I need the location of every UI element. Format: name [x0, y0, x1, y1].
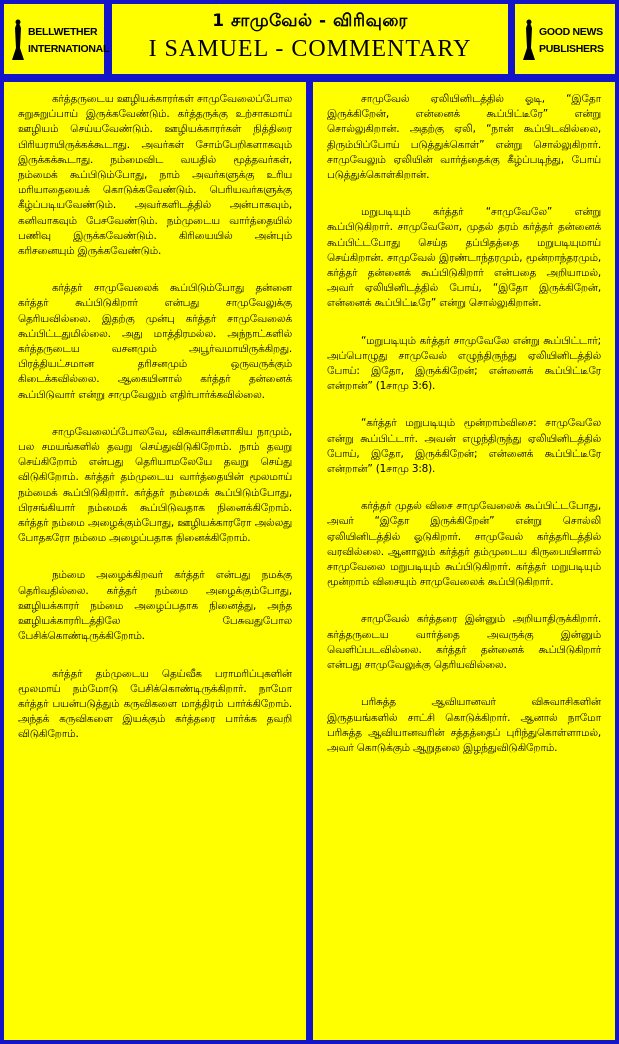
paragraph: “கர்த்தர் மறுபடியும் மூன்றாம்விசை: சாமுவேலே என்று கூப்பிட்டார். அவன் எழுந்திருந்து ஏலியினிடத்தில் போய், இதோ, இருக்கிறேன்; என்னைக் கூப்பிட்டீரே என்றான்” (1சாமு 3:8).: [327, 417, 601, 476]
paragraph: சாமுவேலைப்போலவே, விசுவாசிகளாகிய நாமும், பல சமயங்களில் தவறு செய்துவிடுகிறோம். நாம் தவறு செய்கிறோம் என்பது தெரியாமலேயே தவறு செய்து விடுகிறோம். கர்த்தர் தம்முடைய வார்த்தையின் மூலமாய் நம்மைக் கூப்பிடுகிறார். கர்த்தர் நம்மைக் கூப்பிடும்போது, பிரசங்கியார் நம்மைக் கூப்பிடுவதாக நினைக்கிறோம். கர்த்தர் நம்மை அழைக்கும்போது, ஊழியக்காரரோ அல்லது போதகரோ நம்மை அழைப்பதாக நினைக்கிறோம்.: [18, 425, 292, 545]
paragraph: சாமுவேல் ஏலியினிடத்தில் ஓடி, “இதோ இருக்கிறேன், என்னைக் கூப்பிட்டீரே” என்று சொல்லுகிறான். அதற்கு ஏலி, “நான் கூப்பிடவில்லை, திரும்பிப்போய் படுத்துக்கொள்” என்று சொல்லுகிறார். சாமுவேலும் ஏலியின் வார்த்தைக்கு கீழ்ப்படிந்து, போய் படுத்துக்கொள்கிறான்.: [327, 93, 601, 182]
paragraph: கர்த்தர் சாமுவேலைக் கூப்பிடும்போது தன்னை கர்த்தர் கூப்பிடுகிறார் என்பது சாமுவேலுக்கு தெரியவில்லை. இதற்கு முன்பு கர்த்தர் சாமுவேலைக் கூப்பிட்டதுமில்லை. அது மாத்திரமல்ல. அந்நாட்களில் கர்த்தருடைய வசனமும் அபூர்வமாயிருக்கிறது. பிரத்தியட்சமான தரிசனமும் ஒருவருக்கும் கிடைக்கவில்லை. ஆகையினால் கர்த்தர் தன்னைக் கூப்பிடுவார் என்று சாமுவேலும் எதிர்பார்க்கவில்லை.: [18, 282, 292, 401]
paragraph: பரிசுத்த ஆவியானவர் விசுவாசிகளின் இருதயங்களில் சாட்சி கொடுக்கிறார். ஆனால் நாமோ பரிசுத்த ஆவியானவரின் சத்தத்தைப் புரிந்துகொள்ளாமல், அவர் கொடுக்கும் ஆறுதலை இழந்துவிடுகிறோம்.: [327, 696, 601, 754]
lamp-icon: [521, 18, 537, 62]
bellwether-logo: [10, 16, 110, 66]
title-english: I SAMUEL - COMMENTARY: [148, 36, 472, 62]
left-logo-line2: INTERNATIONAL: [28, 43, 110, 55]
paragraph: கர்த்தர் தம்முடைய தெய்வீக பராமரிப்புகளின் மூலமாய் நம்மோடு பேசிக்கொண்டிருக்கிறார். நாமோ கர்த்தர் பயன்படுத்தும் கருவிகளை மாத்திரம் பார்க்கிறோம். அந்தக் கருவிகளை இயக்கும் கர்த்தரை பார்க்க தவறி விடுகிறோம்.: [18, 667, 292, 741]
paragraph: கர்த்தர் முதல் விசை சாமுவேலைக் கூப்பிட்டபோது, அவர் “இதோ இருக்கிறேன்” என்று சொல்லி ஏலியினிடத்தில் ஓடுகிறார். சாமுவேல் கர்த்தரிடத்தில் வரவில்லை. ஆனாலும் கர்த்தர் தம்முடைய கிருபையினால் சாமுவேலை மறுபடியும் கூப்பிடுகிறார். கர்த்தர் மறுபடியும் மூன்றாம் விசையும் சாமுவேலைக் கூப்பிடுகிறார்.: [327, 500, 601, 589]
goodnews-logo-box: [515, 4, 615, 74]
paragraph: “மறுபடியும் கர்த்தர் சாமுவேலே என்று கூப்பிட்டார்; அப்பொழுது சாமுவேல் எழுந்திருந்து ஏலியினிடத்தில் போய்: இதோ, இருக்கிறேன்; என்னைக் கூப்பிட்டீரே என்றான்” (1சாமு 3:6).: [327, 334, 601, 393]
left-logo-line1: BELLWETHER: [28, 26, 98, 38]
title-box: [112, 4, 508, 74]
paragraph: நம்மை அழைக்கிறவர் கர்த்தர் என்பது நமக்கு தெரிவதில்லை. கர்த்தர் நம்மை அழைக்கும்போது, ஊழியக்காரர் நம்மை அழைப்பதாக நினைத்து, அந்த ஊழியக்காரரிடத்திலே பேசுவதுபோல பேசிக்கொண்டிருக்கிறோம்.: [18, 569, 292, 643]
paragraph: மறுபடியும் கர்த்தர் “சாமுவேலே” என்று கூப்பிடுகிறார். சாமுவேலோ, முதல் தரம் கர்த்தர் தன்னைக் கூப்பிட்டபோது செய்த தப்பிதத்தை மறுபடியுமாய் செய்கிறான். சாமுவேல் இரண்டாந்தரமும், மூன்றாந்தரமும், கர்த்தர் தன்னைக் கூப்பிடுகிறார் என்பதை அறியாமல், அவர் ஏலியினிடத்தில் போய், “இதோ இருக்கிறேன், என்னைக் கூப்பிட்டீரே” என்று சொல்லுகிறான்.: [327, 206, 601, 310]
goodnews-logo: [521, 16, 613, 66]
title-tamil: 1 சாமுவேல் - விரிவுரை: [212, 11, 408, 31]
paragraph: சாமுவேல் கர்த்தரை இன்னும் அறியாதிருக்கிறார். கர்த்தருடைய வார்த்தை அவருக்கு இன்னும் வெளிப்படவில்லை. கர்த்தர் தன்னைக் கூப்பிடுகிறார் என்பது சாமுவேலுக்கு தெரியவில்லை.: [327, 613, 601, 672]
paragraph: கர்த்தருடைய ஊழியக்காரர்கள் சாமுவேலைப்போல சுறுசுறுப்பாய் இருக்கவேண்டும். கர்த்தருக்கு உற்சாகமாய் ஊழியம் செய்யவேண்டும். ஊழியக்காரர்கள் நித்திரை பிரியராயிருக்கக்கூடாது. அவர்கள் சோம்பேறிகளாகவும் இருக்கக்கூடாது. நம்மைவிட வயதில் மூத்தவர்கள், நம்மைக் கூப்பிடும்போது, நாம் அவர்களுக்கு உரிய மரியாதையைக் கொடுக்கவேண்டும். பெரியவர்களுக்கு கீழ்ப்படியவேண்டும். அவர்களிடத்தில் அன்பாகவும், கனிவாகவும் பேசவேண்டும். நம்முடைய வார்த்தையில் பணிவு இருக்கவேண்டும். கிரியையில் அன்பும் கரிசனையும் இருக்கவேண்டும்.: [18, 93, 292, 258]
right-logo-line1: GOOD NEWS: [539, 26, 603, 38]
left-column: [4, 82, 306, 1040]
right-column: [313, 82, 615, 1040]
right-logo-line2: PUBLISHERS: [539, 43, 604, 55]
lamp-icon: [10, 18, 26, 62]
bellwether-logo-box: [4, 4, 110, 74]
